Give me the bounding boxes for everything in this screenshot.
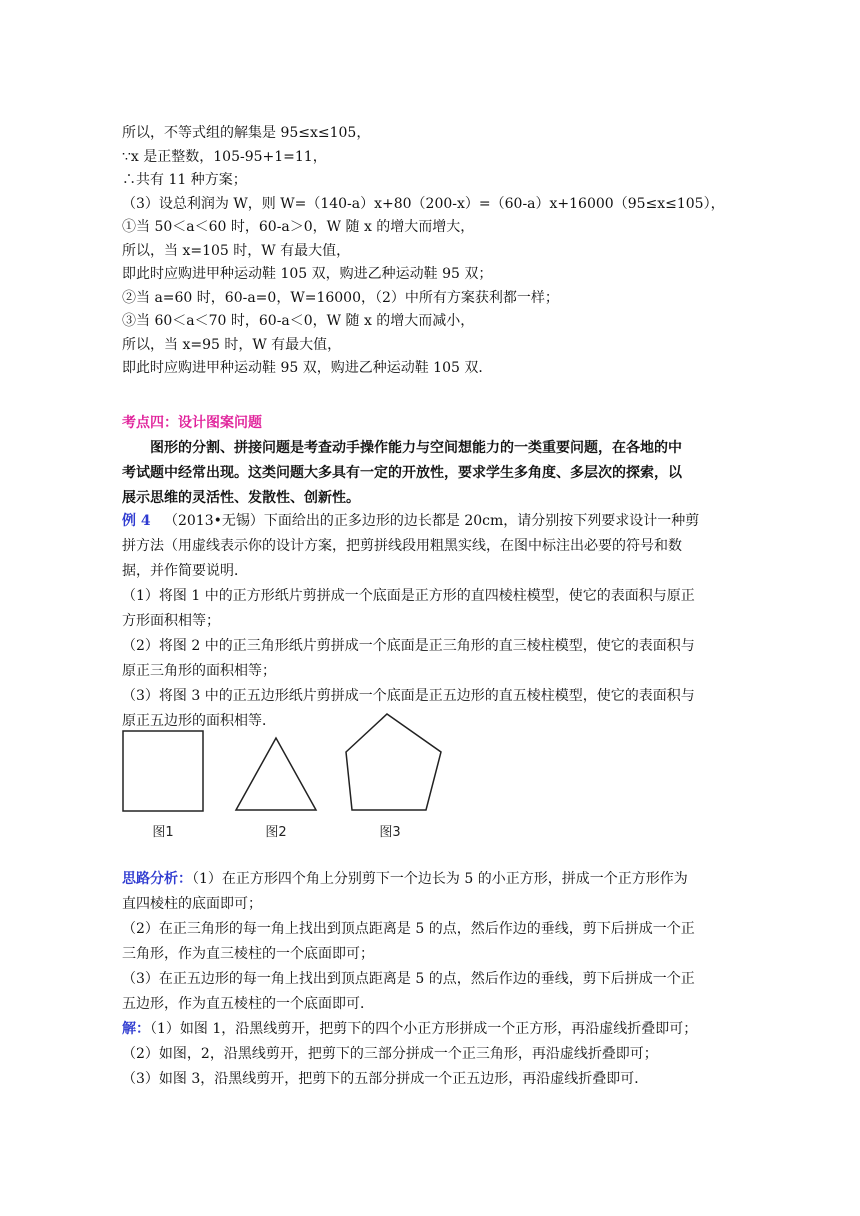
analysis-line: （3）在正五边形的每一角上找出到顶点距离是 5 的点，然后作边的垂线，剪下后拼成一个正 <box>122 971 695 987</box>
analysis-text: （1）在正方形四个角上分别剪下一个边长为 5 的小正方形，拼成一个正方形作为 <box>192 871 688 887</box>
text-line: ∵x 是正整数，105-95+1=11， <box>122 148 327 165</box>
text-line: ①当 50＜a＜60 时，60-a＞0，W 随 x 的增大而增大， <box>122 219 475 235</box>
figure-label-2: 图2 <box>265 825 287 840</box>
example-block <box>122 509 742 734</box>
example-line: 方形面积相等； <box>122 613 220 629</box>
example-line: 据，并作简要说明． <box>122 563 248 579</box>
example-line: 原正五边形的面积相等． <box>122 713 276 729</box>
solution-block <box>122 1017 742 1092</box>
analysis-line: 直四棱柱的底面即可； <box>122 896 262 912</box>
intro-line: 图形的分割、拼接问题是考查动手操作能力与空间想能力的一类重要问题，在各地的中 <box>150 439 682 456</box>
text-line: ③当 60＜a＜70 时，60-a＜0，W 随 x 的增大而减小， <box>122 313 475 329</box>
text-line: 即此时应购进甲种运动鞋 95 双，购进乙种运动鞋 105 双． <box>122 360 493 376</box>
intro-line: 展示思维的灵活性、发散性、创新性。 <box>122 489 360 506</box>
text-line: 所以，当 x=95 时，W 有最大值， <box>122 336 342 353</box>
square-figure <box>123 731 203 811</box>
text-line: 所以，不等式组的解集是 95≤x≤105， <box>122 125 371 141</box>
text-line: 所以，当 x=105 时，W 有最大值， <box>122 242 351 259</box>
example-line: 原正三角形的面积相等； <box>122 663 276 679</box>
example-label: 例 4 <box>122 513 151 529</box>
section-title: 考点四：设计图案问题 <box>122 415 262 431</box>
example-line: （2）将图 2 中的正三角形纸片剪拼成一个底面是正三角形的直三棱柱模型，使它的表面积与 <box>122 638 695 654</box>
example-first-line <box>122 509 742 534</box>
intro-line: 考试题中经常出现。这类问题大多具有一定的开放性，要求学生多角度、多层次的探索，以 <box>122 464 682 481</box>
pentagon-figure <box>346 714 441 810</box>
analysis-label: 思路分析： <box>122 871 192 887</box>
text-line: ∴共有 11 种方案； <box>122 172 247 188</box>
example-line: （1）将图 1 中的正方形纸片剪拼成一个底面是正方形的直四棱柱模型，使它的表面积与原正 <box>122 588 695 604</box>
section-block <box>122 412 742 511</box>
solution-line: （2）如图，2，沿黑线剪开，把剪下的三部分拼成一个正三角形，再沿虚线折叠即可； <box>122 1046 658 1062</box>
solution-text: （1）如图 1，沿黑线剪开，把剪下的四个小正方形拼成一个正方形，再沿虚线折叠即可； <box>150 1021 698 1037</box>
solution-first-line <box>122 1017 742 1042</box>
triangle-figure <box>236 738 316 810</box>
text-line: （3）设总利润为 W，则 W=（140-a）x+80（200-x）=（60-a）x+16000（95≤x≤105）， <box>122 195 725 212</box>
figure-label-3: 图3 <box>379 825 401 840</box>
analysis-line: 三角形，作为直三棱柱的一个底面即可； <box>122 946 374 962</box>
solution-label: 解： <box>122 1021 150 1037</box>
text-line: 即此时应购进甲种运动鞋 105 双，购进乙种运动鞋 95 双； <box>122 266 493 282</box>
figure-label-1: 图1 <box>152 825 174 840</box>
text-line: ②当 a=60 时，60-a=0，W=16000，（2）中所有方案获利都一样； <box>122 289 559 306</box>
example-line: （3）将图 3 中的正五边形纸片剪拼成一个底面是正五边形的直五棱柱模型，使它的表面积与 <box>122 688 695 704</box>
analysis-block <box>122 867 742 1017</box>
analysis-line: 五边形，作为直五棱柱的一个底面即可． <box>122 996 374 1012</box>
example-line: 拼方法（用虚线表示你的设计方案，把剪拼线段用粗黑实线，在图中标注出必要的符号和数 <box>122 538 682 554</box>
figures <box>118 705 458 845</box>
solution-line: （3）如图 3，沿黑线剪开，把剪下的五部分拼成一个正五边形，再沿虚线折叠即可． <box>122 1071 649 1087</box>
analysis-first-line <box>122 867 742 892</box>
solution-part2 <box>122 122 742 381</box>
section-intro <box>122 436 742 511</box>
analysis-line: （2）在正三角形的每一角上找出到顶点距离是 5 的点，然后作边的垂线，剪下后拼成一个正 <box>122 921 695 937</box>
example-text: （2013•无锡）下面给出的正多边形的边长都是 20cm，请分别按下列要求设计一种剪 <box>163 513 700 529</box>
